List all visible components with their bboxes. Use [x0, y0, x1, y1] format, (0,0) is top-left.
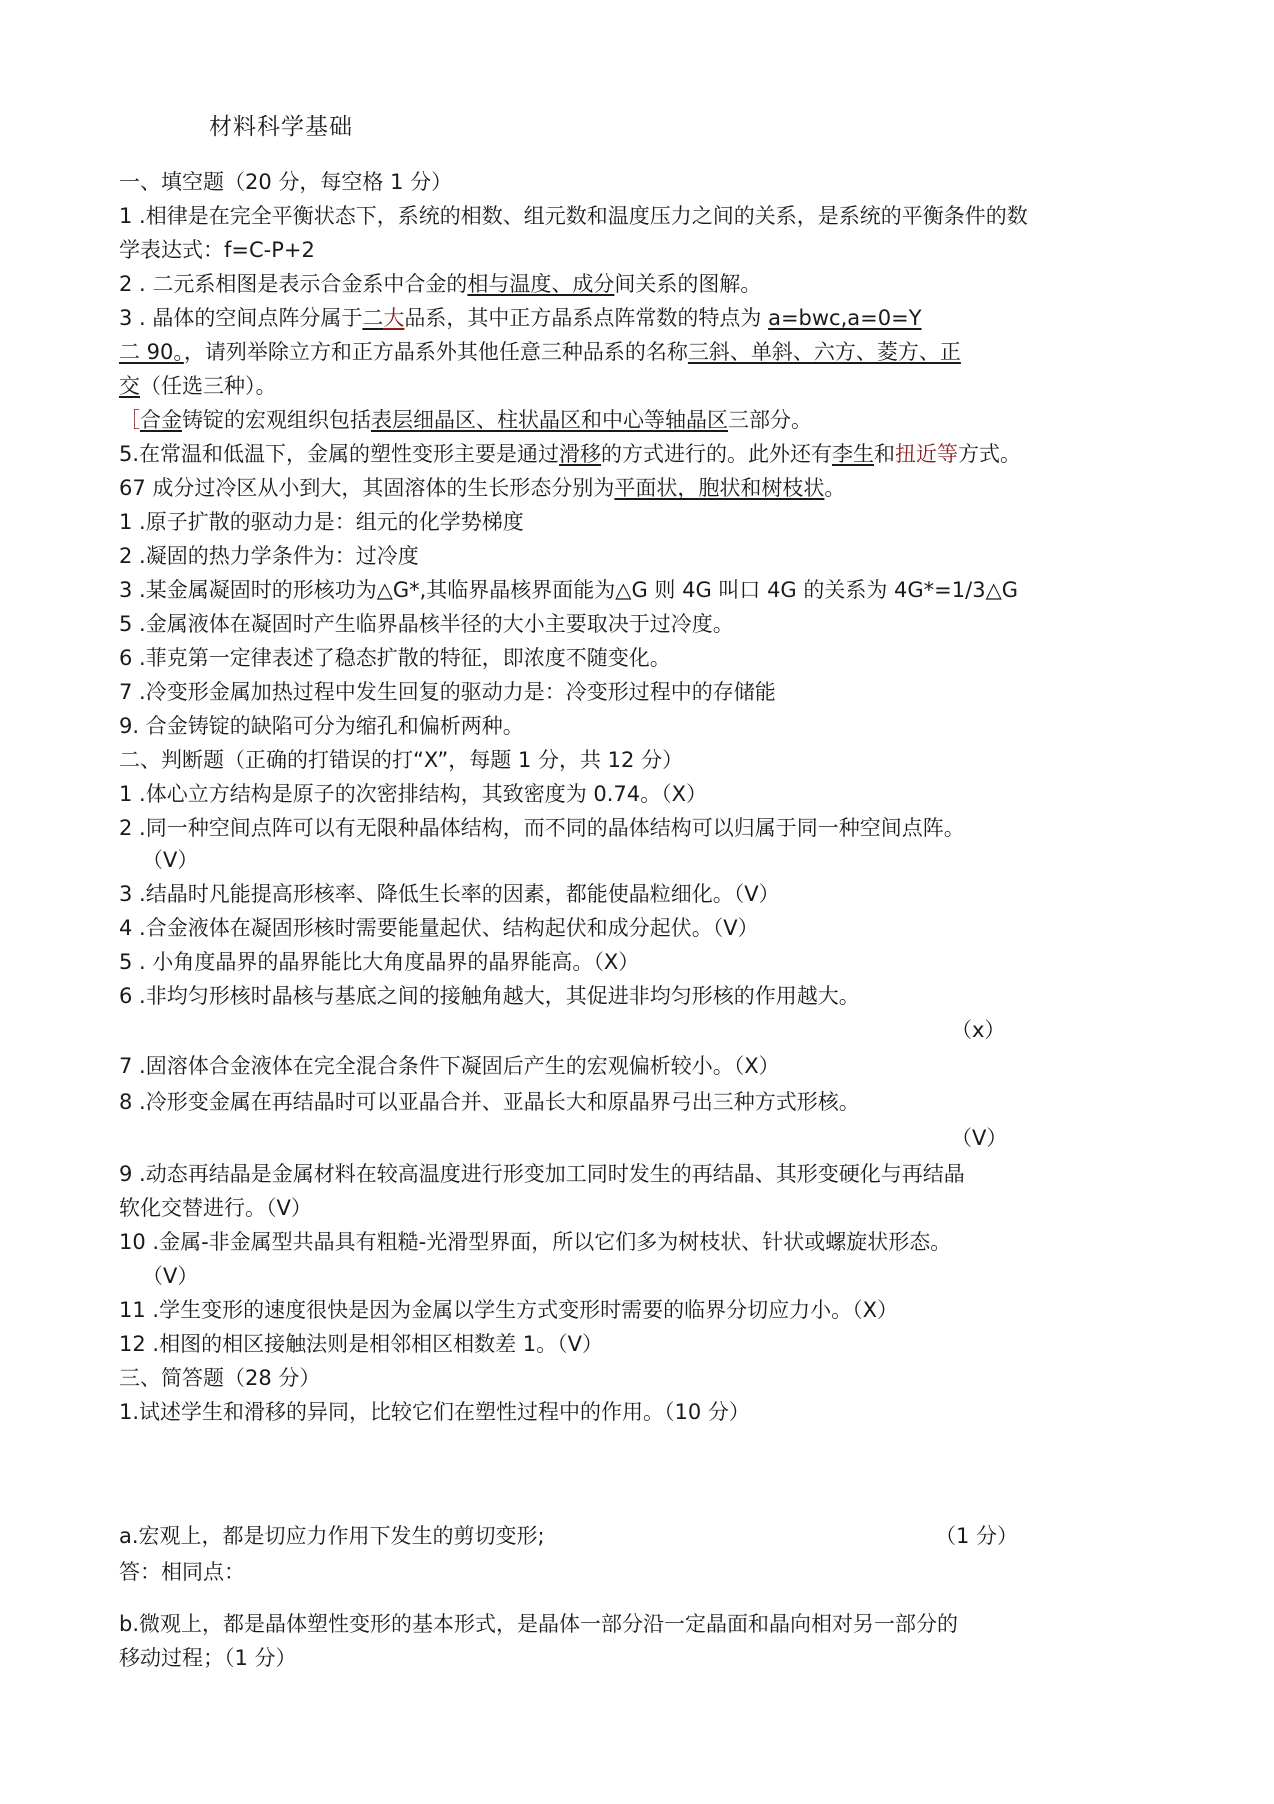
section2-heading: 二、判断题（正确的打错误的打“X”，每题 1 分，共 12 分） — [119, 748, 684, 772]
section1-heading: 一、填空题（20 分，每空格 1 分） — [119, 170, 453, 194]
fill-q3-line3 — [119, 372, 277, 400]
judge-q5: 5 . 小角度晶界的晶界能比大角度晶界的晶界能高。（X） — [119, 950, 640, 974]
judge-q4: 4 .合金液体在凝固形核时需要能量起伏、结构起伏和成分起伏。（V） — [119, 916, 759, 940]
fill-q5-post: 方式。 — [958, 442, 1022, 466]
fill-q2-pre: 2 . 二元系相图是表示合金系中合金的 — [119, 272, 468, 296]
fill-q3-mid: 品系，其中正方晶系点阵常数的特点为 — [404, 306, 769, 330]
fill-r6: 6 .菲克第一定律表述了稳态扩散的特征，即浓度不随变化。 — [119, 646, 671, 670]
fill-q3-post: （任选三种）。 — [140, 374, 277, 398]
fill-q3-answer1a: 二 — [362, 306, 384, 330]
page-title: 材料科学基础 — [209, 114, 353, 140]
fill-q6-pre: 67 成分过冷区从小到大，其固溶体的生长形态分别为 — [119, 476, 615, 500]
judge-q8-answer: （V） — [951, 1126, 1008, 1150]
fill-r3: 3 .某金属凝固时的形核功为△G*,其临界晶核界面能为△G 则 4G 叫口 4G 的关系为 4G*=1/3△G — [119, 578, 1018, 602]
fill-q3-mid2: ，请列举除立方和正方晶系外其他任意三种品系的名称 — [183, 340, 688, 364]
answer-point-b-line2: 移动过程；（1 分） — [119, 1646, 297, 1670]
fill-q1-line2: 学表达式：f=C-P+2 — [119, 238, 315, 262]
answer-point-a: a.宏观上，都是切应力作用下发生的剪切变形; — [119, 1524, 545, 1548]
fill-q3-pre: 3 . 晶体的空间点阵分属于 — [119, 306, 363, 330]
fill-q5-mid: 的方式进行的。此外还有 — [601, 442, 833, 466]
fill-r7: 7 .冷变形金属加热过程中发生回复的驱动力是：冷变形过程中的存储能 — [119, 680, 776, 704]
fill-r5: 5 .金属液体在凝固时产生临界晶核半径的大小主要取决于过冷度。 — [119, 612, 734, 636]
fill-q3-answer3b: 交 — [119, 374, 140, 398]
judge-q11: 11 .学生变形的速度很快是因为金属以学生方式变形时需要的临界分切应力小。（X） — [119, 1298, 898, 1322]
judge-q9-line1: 9 .动态再结晶是金属材料在较高温度进行形变加工同时发生的再结晶、其形变硬化与再结晶 — [119, 1162, 965, 1186]
fill-q4-bracket: ［ — [119, 408, 140, 432]
fill-r1: 1 .原子扩散的驱动力是：组元的化学势梯度 — [119, 510, 524, 534]
fill-q2 — [119, 270, 761, 298]
fill-q4-post: 三部分。 — [728, 408, 812, 432]
judge-q6: 6 .非均匀形核时晶核与基底之间的接触角越大，其促进非均匀形核的作用越大。 — [119, 984, 860, 1008]
section3-heading: 三、简答题（28 分） — [119, 1366, 321, 1390]
fill-q6-answer: 平面状，胞状和树枝状 — [614, 476, 825, 500]
judge-q10-answer: （V） — [142, 1264, 199, 1288]
judge-q2: 2 .同一种空间点阵可以有无限种晶体结构，而不同的晶体结构可以归属于同一种空间点阵。 — [119, 816, 965, 840]
fill-q3-answer2b: 二 90。 — [119, 340, 184, 364]
fill-q4-mid: 铸锭的宏观组织包括 — [182, 408, 371, 432]
fill-q4 — [119, 406, 812, 434]
fill-q3-answer3: 三斜、单斜、六方、菱方、正 — [687, 340, 961, 364]
fill-q3-answer2: a=bwc,a=0=Y — [768, 306, 922, 330]
judge-q6-answer: （x） — [951, 1018, 1006, 1042]
answer-point-a-score: （1 分） — [935, 1524, 1019, 1548]
fill-q5-pre: 5.在常温和低温下，金属的塑性变形主要是通过 — [119, 442, 560, 466]
fill-q2-post: 间关系的图解。 — [614, 272, 762, 296]
answer-label: 答：相同点： — [119, 1560, 245, 1584]
fill-q3-line1 — [119, 304, 922, 332]
judge-q9-line2: 软化交替进行。（V） — [119, 1196, 312, 1220]
fill-q4-answer: 表层细晶区、柱状晶区和中心等轴晶区 — [371, 408, 728, 432]
short-q1: 1.试述学生和滑移的异同，比较它们在塑性过程中的作用。（10 分） — [119, 1400, 750, 1424]
judge-q2-answer: （V） — [142, 848, 199, 872]
judge-q10: 10 .金属-非金属型共晶具有粗糙-光滑型界面，所以它们多为树枝状、针状或螺旋状形态。 — [119, 1230, 952, 1254]
fill-q4-answer0: 合金 — [140, 408, 182, 432]
fill-q1-line1: 1 .相律是在完全平衡状态下，系统的相数、组元数和温度压力之间的关系，是系统的平衡条件的数 — [119, 204, 1028, 228]
fill-q3-answer1b: 大 — [383, 306, 405, 330]
fill-q6 — [119, 474, 845, 502]
fill-q5 — [119, 440, 1021, 468]
fill-q3-line2 — [119, 338, 961, 366]
fill-q5-and: 和 — [874, 442, 896, 466]
judge-q8: 8 .冷形变金属在再结晶时可以亚晶合并、亚晶长大和原晶界弓出三种方式形核。 — [119, 1090, 860, 1114]
judge-q7: 7 .固溶体合金液体在完全混合条件下凝固后产生的宏观偏析较小。（X） — [119, 1054, 780, 1078]
answer-point-b-line1: b.微观上，都是晶体塑性变形的基本形式，是晶体一部分沿一定晶面和晶向相对另一部分的 — [119, 1612, 959, 1636]
fill-q5-answer2: 李生 — [832, 442, 875, 466]
fill-r2: 2 .凝固的热力学条件为：过冷度 — [119, 544, 419, 568]
fill-q2-answer: 相与温度、成分 — [467, 272, 615, 296]
fill-q5-answer3: 扭近等 — [895, 442, 959, 466]
judge-q12: 12 .相图的相区接触法则是相邻相区相数差 1。（V） — [119, 1332, 603, 1356]
judge-q1: 1 .体心立方结构是原子的次密排结构，其致密度为 0.74。（X） — [119, 782, 708, 806]
fill-q5-answer1: 滑移 — [559, 442, 602, 466]
judge-q3: 3 .结晶时凡能提高形核率、降低生长率的因素，都能使晶粒细化。（V） — [119, 882, 780, 906]
fill-r9: 9. 合金铸锭的缺陷可分为缩孔和偏析两种。 — [119, 714, 524, 738]
fill-q6-post: 。 — [824, 476, 846, 500]
